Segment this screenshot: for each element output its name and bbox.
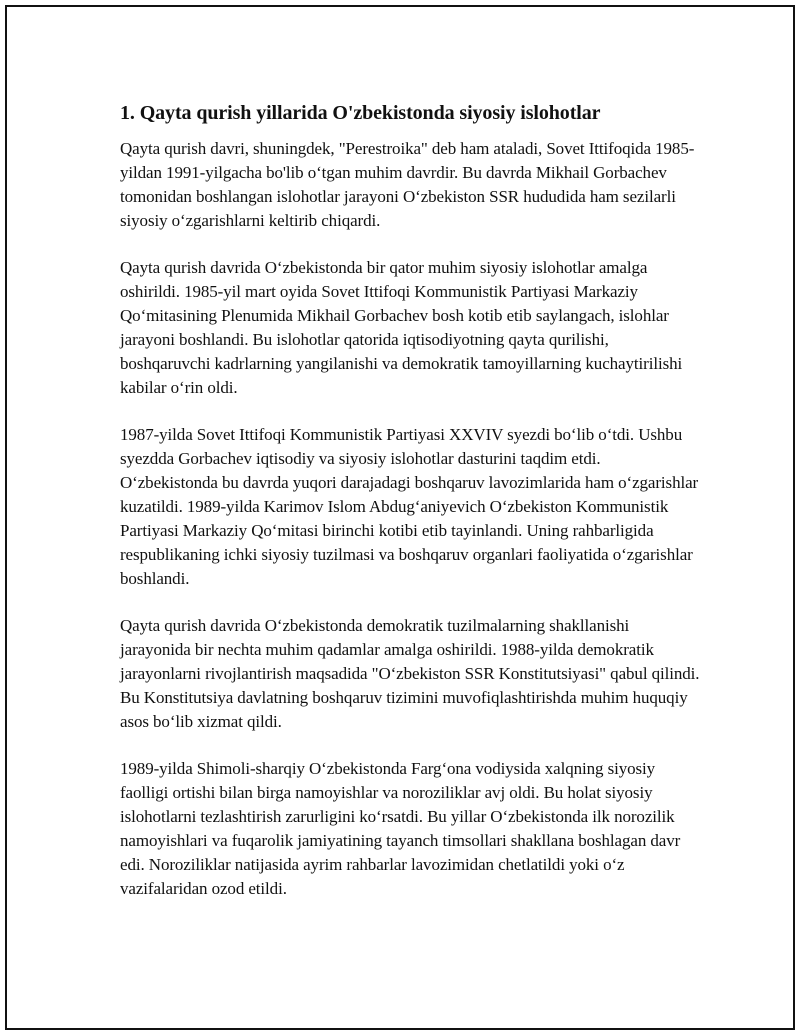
paragraph-4: Qayta qurish davrida O‘zbekistonda demokratik tuzilmalarning shakllanishi jarayonida bir nechta muhim qadamlar amalga oshirildi. 1988-yilda demokratik jarayonlarni rivojlantirish maqsadida "O‘zbekiston SSR Konstitutsiyasi" qabul qilindi. Bu Konstitutsiya davlatning boshqaruv tizimini muvofiqlashtirishda muhim huquqiy asos bo‘lib xizmat qildi.	[120, 616, 700, 731]
document-title: 1. Qayta qurish yillarida O'zbekistonda siyosiy islohotlar	[120, 102, 601, 124]
paragraph-3: 1987-yilda Sovet Ittifoqi Kommunistik Partiyasi XXVIV syezdi bo‘lib o‘tdi. Ushbu syezdda Gorbachev iqtisodiy va siyosiy islohotlar dasturini taqdim etdi. O‘zbekistonda bu davrda yuqori darajadagi boshqaruv lavozimlarida ham o‘zgarishlar kuzatildi. 1989-yilda Karimov Islom Abdug‘aniyevich O‘zbekiston Kommunistik Partiyasi Markaziy Qo‘mitasi birinchi kotibi etib tayinlandi. Uning rahbarligida respublikaning ichki siyosiy tuzilmasi va boshqaruv organlari faoliyatida o‘zgarishlar boshlandi.	[120, 425, 699, 588]
document-body	[120, 99, 700, 924]
paragraph-2: Qayta qurish davrida O‘zbekistonda bir qator muhim siyosiy islohotlar amalga oshirildi. 1985-yil mart oyida Sovet Ittifoqi Kommunistik Partiyasi Markaziy Qo‘mitasining Plenumida Mikhail Gorbachev bosh kotib etib saylangach, islohlar jarayoni boshlandi. Bu islohotlar qatorida iqtisodiyotning qayta qurilishi, boshqaruvchi kadrlarning yangilanishi va demokratik tamoyillarning kuchaytirilishi kabilar o‘rin oldi.	[120, 258, 683, 397]
page-frame	[5, 5, 795, 1030]
paragraph-5: 1989-yilda Shimoli-sharqiy O‘zbekistonda Farg‘ona vodiysida xalqning siyosiy faolligi ortishi bilan birga namoyishlar va noroziliklar avj oldi. Bu holat siyosiy islohotlarni tezlashtirish zarurligini ko‘rsatdi. Bu yillar O‘zbekistonda ilk norozilik namoyishlari va fuqarolik jamiyatining tayanch timsollari shakllana boshlagan davr edi. Noroziliklar natijasida ayrim rahbarlar lavozimidan chetlatildi yoki o‘z vazifalaridan ozod etildi.	[120, 759, 681, 898]
paragraph-1: Qayta qurish davri, shuningdek, "Perestroika" deb ham ataladi, Sovet Ittifoqida 1985-yildan 1991-yilgacha bo'lib o‘tgan muhim davrdir. Bu davrda Mikhail Gorbachev tomonidan boshlangan islohotlar jarayoni O‘zbekiston SSR hududida ham sezilarli siyosiy o‘zgarishlarni keltirib chiqardi.	[120, 139, 695, 230]
